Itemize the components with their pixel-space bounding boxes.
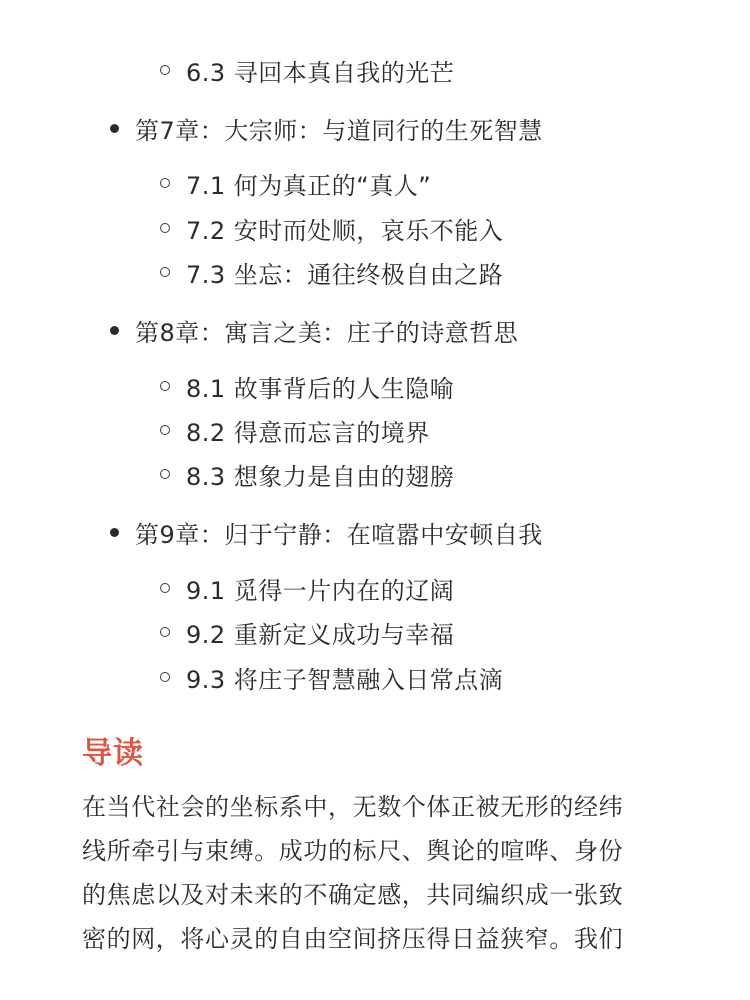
- intro-heading: 导读: [82, 736, 144, 771]
- intro-line: 的焦虑以及对未来的不确定感，共同编织成一张致: [82, 881, 624, 909]
- toc-chapter-label: 第7章：大宗师：与道同行的生死智慧: [135, 116, 543, 145]
- toc-section-9-3[interactable]: [160, 657, 503, 697]
- toc-section-8-2[interactable]: [160, 410, 430, 450]
- hollow-bullet-icon: [160, 178, 170, 188]
- hollow-bullet-icon: [160, 425, 170, 435]
- toc-section-8-3[interactable]: [160, 454, 454, 494]
- toc-section-7-2[interactable]: [160, 208, 503, 248]
- intro-line: 密的网，将心灵的自由空间挤压得日益狭窄。我们: [82, 925, 624, 953]
- bullet-icon: [110, 528, 119, 537]
- hollow-bullet-icon: [160, 469, 170, 479]
- hollow-bullet-icon: [160, 583, 170, 593]
- toc-section-label: 8.2 得意而忘言的境界: [186, 418, 430, 447]
- hollow-bullet-icon: [160, 381, 170, 391]
- toc-section-label: 7.3 坐忘：通往终极自由之路: [186, 260, 504, 289]
- toc-chapter-9[interactable]: [110, 512, 543, 552]
- toc-section-8-1[interactable]: [160, 366, 454, 406]
- bullet-icon: [110, 326, 119, 335]
- hollow-bullet-icon: [160, 267, 170, 277]
- intro-line: 线所牵引与束缚。成功的标尺、舆论的喧哗、身份: [82, 837, 624, 865]
- hollow-bullet-icon: [160, 65, 170, 75]
- intro-line: 在当代社会的坐标系中，无数个体正被无形的经纬: [82, 793, 624, 821]
- hollow-bullet-icon: [160, 672, 170, 682]
- toc-section-label: 7.2 安时而处顺，哀乐不能入: [186, 216, 504, 245]
- toc-section-7-3[interactable]: [160, 252, 503, 292]
- toc-section-label: 7.1 何为真正的“真人”: [186, 171, 432, 200]
- toc-chapter-label: 第8章：寓言之美：庄子的诗意哲思: [135, 318, 519, 347]
- toc-chapter-label: 第9章：归于宁静：在喧嚣中安顿自我: [135, 520, 543, 549]
- toc-section-label: 8.3 想象力是自由的翅膀: [186, 462, 455, 491]
- intro-paragraph: [82, 785, 682, 961]
- toc-section-label: 9.3 将庄子智慧融入日常点滴: [186, 665, 504, 694]
- toc-section-label: 9.1 觅得一片内在的辽阔: [186, 576, 455, 605]
- hollow-bullet-icon: [160, 627, 170, 637]
- toc-section-9-1[interactable]: [160, 568, 454, 608]
- toc-chapter-8[interactable]: [110, 310, 518, 350]
- toc-section-label: 6.3 寻回本真自我的光芒: [186, 58, 455, 87]
- toc-chapter-7[interactable]: [110, 108, 543, 148]
- toc-section-7-1[interactable]: [160, 163, 431, 203]
- hollow-bullet-icon: [160, 223, 170, 233]
- bullet-icon: [110, 124, 119, 133]
- toc-section-label: 9.2 重新定义成功与幸福: [186, 620, 455, 649]
- toc-section-label: 8.1 故事背后的人生隐喻: [186, 374, 455, 403]
- toc-section-9-2[interactable]: [160, 612, 454, 652]
- toc-section-6-3[interactable]: [160, 50, 454, 90]
